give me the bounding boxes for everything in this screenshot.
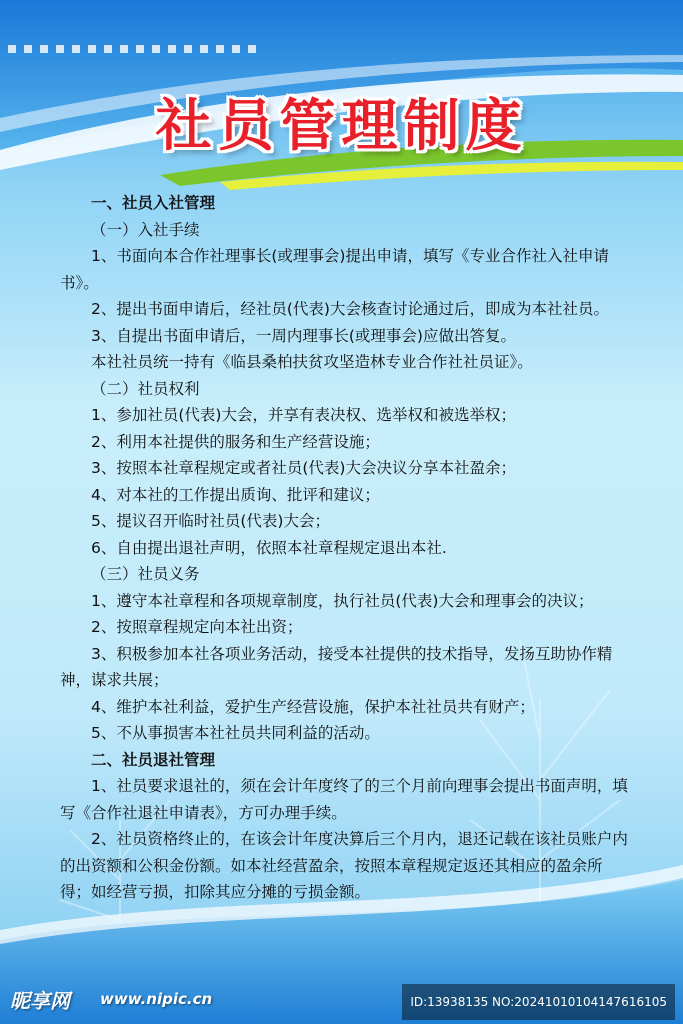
paragraph: 2、按照章程规定向本社出资； <box>91 618 303 636</box>
section-heading: 一、社员入社管理 <box>91 194 216 212</box>
regulation-text <box>60 190 632 906</box>
poster-title: 社员管理制度 <box>155 93 528 159</box>
paragraph: 3、自提出书面申请后，一周内理事长(或理事会)应做出答复。 <box>91 326 516 345</box>
paragraph: 本社社员统一持有《临县桑柏扶贫攻坚造林专业合作社社员证》。 <box>91 353 533 371</box>
paragraph: 3、按照本社章程规定或者社员(代表)大会决议分享本社盈余； <box>91 459 516 477</box>
paragraph: 1、书面向本合作社理事长(或理事会)提出申请，填写《专业合作社入社申请书》。 <box>60 247 609 292</box>
paragraph: 2、利用本社提供的服务和生产经营设施； <box>91 432 380 451</box>
paragraph: 6、自由提出退社声明，依照本社章程规定退出本社. <box>91 538 447 557</box>
paragraph: 4、对本社的工作提出质询、批评和建议； <box>91 485 380 504</box>
watermark-id: ID:13938135 NO:20241010104147616105 <box>402 984 675 1020</box>
paragraph: 3、积极参加本社各项业务活动，接受本社提供的技术指导，发扬互助协作精神，谋求共展； <box>60 644 613 689</box>
paragraph: 1、遵守本社章程和各项规章制度，执行社员(代表)大会和理事会的决议； <box>91 591 594 610</box>
watermark-url: www.nipic.cn <box>100 990 213 1008</box>
paragraph: 5、不从事损害本社社员共同利益的活动。 <box>91 724 380 742</box>
paragraph: 1、社员要求退社的，须在会计年度终了的三个月前向理事会提出书面声明，填写《合作社退社申请表》，方可办理手续。 <box>60 777 628 822</box>
section-heading: 二、社员退社管理 <box>91 750 216 769</box>
paragraph: 4、维护本社利益，爱护生产经营设施，保护本社社员共有财产； <box>91 697 535 716</box>
paragraph: 2、提出书面申请后，经社员(代表)大会核查讨论通过后，即成为本社社员。 <box>91 300 609 318</box>
section-heading: （一）入社手续 <box>91 220 200 239</box>
section-heading: （三）社员义务 <box>91 565 200 583</box>
watermark-logo: 昵享网 <box>10 989 70 1013</box>
paragraph: 5、提议召开临时社员(代表)大会； <box>91 512 330 530</box>
section-heading: （二）社员权利 <box>91 379 200 398</box>
paragraph: 2、社员资格终止的，在该会计年度决算后三个月内，退还记载在该社员账户内的出资额和公积金份额。如本社经营盈余，按照本章程规定返还其相应的盈余所得；如经营亏损，扣除其应分摊的亏损金额。 <box>60 830 628 901</box>
paragraph: 1、参加社员(代表)大会，并享有表决权、选举权和被选举权； <box>91 406 516 424</box>
